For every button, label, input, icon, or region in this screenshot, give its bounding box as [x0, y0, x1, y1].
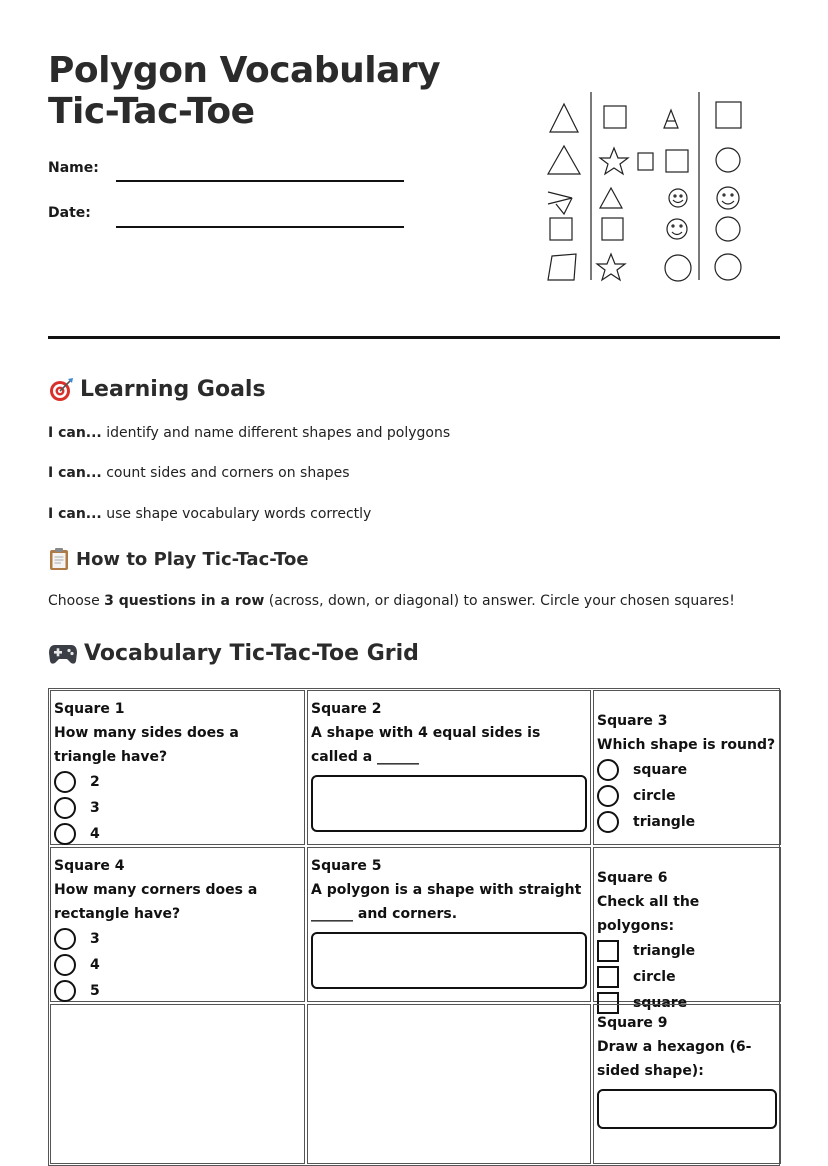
grid-title: Vocabulary Tic-Tac-Toe Grid	[84, 640, 419, 666]
option-label: triangle	[633, 814, 696, 830]
option-label: square	[633, 995, 688, 1011]
answer-option[interactable]	[54, 821, 301, 847]
square-label: Square 9	[597, 1015, 668, 1031]
header-divider	[48, 336, 780, 339]
target-icon	[48, 376, 74, 402]
option-label: circle	[633, 969, 676, 985]
square-label: Square 1	[54, 701, 125, 717]
learning-goals-title: Learning Goals	[80, 376, 266, 402]
goal-text: identify and name different shapes and polygons	[101, 425, 451, 441]
instructions-text	[48, 593, 735, 609]
answer-option[interactable]	[54, 769, 301, 795]
option-label: 4	[90, 826, 100, 842]
answer-box[interactable]	[311, 775, 587, 832]
answer-option[interactable]	[597, 783, 777, 809]
goal-lead: I can...	[48, 425, 102, 441]
square-label: Square 4	[54, 858, 125, 874]
goal-lead: I can...	[48, 465, 102, 481]
learning-goals-heading	[48, 376, 266, 402]
option-label: 5	[90, 983, 100, 999]
radio-button[interactable]	[54, 928, 76, 950]
name-line[interactable]	[116, 180, 404, 182]
square-question: Which shape is round?	[597, 737, 776, 753]
tic-tac-toe-grid	[48, 688, 780, 1166]
square-question: Draw a hexagon (6-sided shape):	[597, 1039, 752, 1079]
grid-square-7[interactable]	[50, 1004, 305, 1164]
grid-square-9[interactable]	[593, 1004, 781, 1164]
answer-option[interactable]	[54, 926, 301, 952]
checkbox[interactable]	[597, 940, 619, 962]
grid-heading	[48, 640, 419, 666]
page-title: Polygon Vocabulary Tic-Tac-Toe	[48, 50, 441, 132]
radio-button[interactable]	[54, 980, 76, 1002]
shapes-illustration	[544, 90, 750, 286]
drawing-box[interactable]	[597, 1089, 777, 1129]
radio-button[interactable]	[597, 811, 619, 833]
radio-button[interactable]	[54, 823, 76, 845]
goal-item	[48, 425, 450, 441]
grid-square-4[interactable]	[50, 847, 305, 1002]
square-question: How many corners does a rectangle have?	[54, 882, 258, 922]
grid-square-1[interactable]	[50, 690, 305, 845]
square-label: Square 2	[311, 701, 382, 717]
answer-box[interactable]	[311, 932, 587, 989]
square-question: A polygon is a shape with straight ______ and corners.	[311, 882, 582, 922]
grid-square-3[interactable]	[593, 690, 781, 845]
how-to-play-title: How to Play Tic-Tac-Toe	[76, 548, 309, 570]
answer-option[interactable]	[597, 964, 777, 990]
option-label: 2	[90, 774, 100, 790]
option-label: 4	[90, 957, 100, 973]
square-label: Square 5	[311, 858, 382, 874]
option-label: triangle	[633, 943, 696, 959]
square-label: Square 3	[597, 713, 668, 729]
radio-button[interactable]	[597, 785, 619, 807]
goal-text: count sides and corners on shapes	[101, 465, 350, 481]
option-label: circle	[633, 788, 676, 804]
option-label: 3	[90, 800, 100, 816]
name-label: Name:	[48, 160, 99, 176]
grid-square-5[interactable]	[307, 847, 591, 1002]
date-label: Date:	[48, 205, 91, 221]
option-label: 3	[90, 931, 100, 947]
radio-button[interactable]	[597, 759, 619, 781]
checkbox[interactable]	[597, 966, 619, 988]
radio-button[interactable]	[54, 954, 76, 976]
grid-square-2[interactable]	[307, 690, 591, 845]
square-label: Square 6	[597, 870, 668, 886]
goal-lead: I can...	[48, 506, 102, 522]
goal-item	[48, 465, 350, 481]
answer-option[interactable]	[54, 978, 301, 1004]
how-to-play-heading	[48, 547, 309, 571]
answer-option[interactable]	[597, 938, 777, 964]
square-question: How many sides does a triangle have?	[54, 725, 239, 765]
goal-item	[48, 506, 371, 522]
option-label: square	[633, 762, 688, 778]
instructions-post: (across, down, or diagonal) to answer. Circle your chosen squares!	[264, 593, 735, 609]
answer-option[interactable]	[54, 795, 301, 821]
answer-option[interactable]	[597, 809, 777, 835]
date-line[interactable]	[116, 226, 404, 228]
clipboard-icon	[48, 547, 70, 571]
square-question: Check all the polygons:	[597, 894, 700, 934]
goal-text: use shape vocabulary words correctly	[101, 506, 372, 522]
answer-option[interactable]	[54, 952, 301, 978]
radio-button[interactable]	[54, 797, 76, 819]
grid-square-8[interactable]	[307, 1004, 591, 1164]
answer-option[interactable]	[597, 757, 777, 783]
grid-square-6[interactable]	[593, 847, 781, 1011]
instructions-pre: Choose	[48, 593, 105, 609]
radio-button[interactable]	[54, 771, 76, 793]
game-controller-icon	[48, 640, 78, 666]
square-question: A shape with 4 equal sides is called a ______	[311, 725, 541, 765]
instructions-bold: 3 questions in a row	[104, 593, 265, 609]
